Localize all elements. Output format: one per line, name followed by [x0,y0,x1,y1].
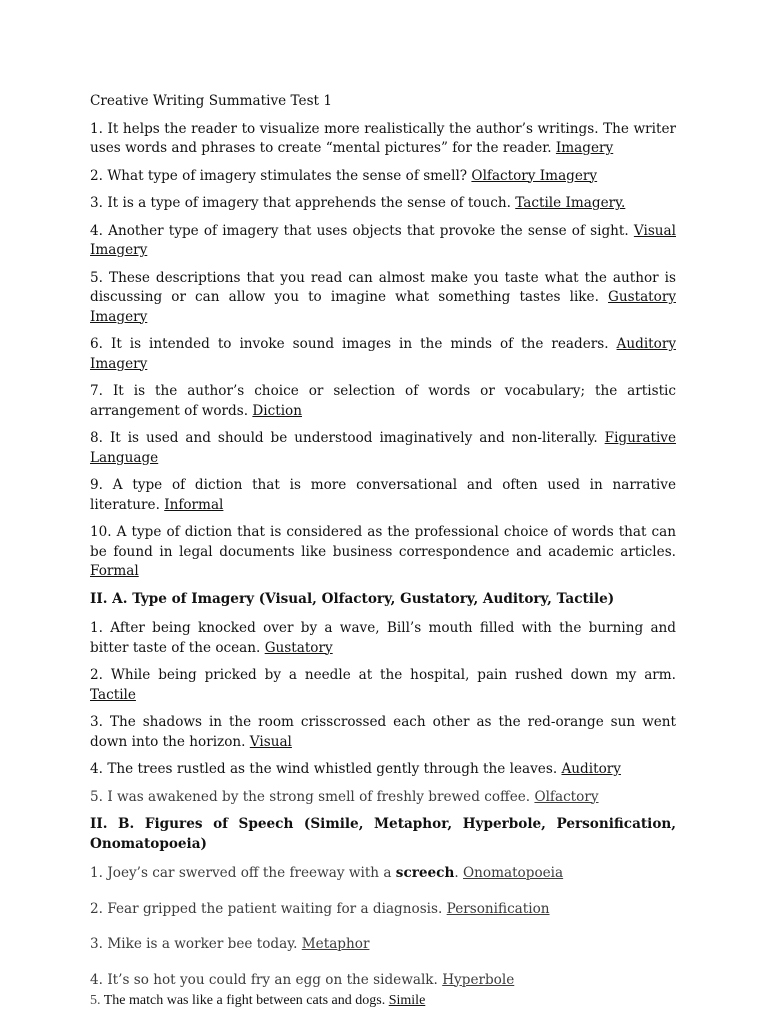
figure-item-5: 5. The match was like a fight between cats and dogs. Simile [90,993,426,1008]
section-heading-figures: II. B. Figures of Speech (Simile, Metaphor, Hyperbole, Personification, Onomatopoeia) [90,816,676,852]
answer: Figurative Language [90,430,677,466]
imagery-item-2: 2. While being pricked by a needle at the hospital, pain rushed down my arm. Tactile [90,667,677,703]
answer: Visual Imagery [90,222,676,258]
document-body [90,92,676,1019]
figure-item-3: 3. Mike is a worker bee today. Metaphor [90,936,370,952]
figure-item-1: 1. Joey’s car swerved off the freeway with a screech. Onomatopoeia [90,865,564,881]
answer: Imagery [555,140,614,156]
answer: Visual [249,733,292,750]
answer: Hyperbole [442,971,515,988]
answer: Gustatory Imagery [90,289,676,325]
question-9: 9. A type of diction that is more conversational and often used in narrative literature. Informal [90,477,676,513]
question-6: 6. It is intended to invoke sound images in the minds of the readers. Auditory Imagery [90,336,676,372]
question-4: 4. Another type of imagery that uses objects that provoke the sense of sight. Visual Imagery [90,222,676,258]
answer: Tactile [90,686,136,703]
question-7: 7. It is the author’s choice or selection of words or vocabulary; the artistic arrangement of words. Diction [90,383,676,419]
question-5: 5. These descriptions that you read can almost make you taste what the author is discussing or can allow you to imagine what something tastes like. Gustatory Imagery [90,269,676,325]
answer: Personification [446,900,550,917]
answer: Auditory Imagery [90,336,676,372]
figure-item-2: 2. Fear gripped the patient waiting for a diagnosis. Personification [90,900,550,917]
document-title: Creative Writing Summative Test 1 [90,93,332,109]
answer: Gustatory [264,639,333,656]
imagery-item-1: 1. After being knocked over by a wave, Bill’s mouth filled with the burning and bitter taste of the ocean. Gustatory [90,620,677,656]
imagery-item-4: 4. The trees rustled as the wind whistled gently through the leaves. Auditory [90,761,621,777]
question-2: 2. What type of imagery stimulates the sense of smell? Olfactory Imagery [90,167,598,184]
figure-item-4: 4. It’s so hot you could fry an egg on the sidewalk. Hyperbole [90,971,515,988]
question-1: 1. It helps the reader to visualize more realistically the author’s writings. The writer uses words and phrases to create “mental pictures” for the reader. Imagery [90,120,676,156]
question-8: 8. It is used and should be understood imaginatively and non-literally. Figurative Language [90,430,677,466]
answer: Tactile Imagery. [515,195,626,211]
answer: Olfactory Imagery [471,167,598,184]
answer: Olfactory [534,788,599,805]
answer: Onomatopoeia [463,865,564,881]
question-3: 3. It is a type of imagery that apprehends the sense of touch. Tactile Imagery. [90,195,626,211]
answer: Formal [90,563,139,579]
answer: Auditory [561,761,621,777]
imagery-item-3: 3. The shadows in the room crisscrossed each other as the red-orange sun went down into the horizon. Visual [90,714,676,750]
imagery-item-5: 5. I was awakened by the strong smell of freshly brewed coffee. Olfactory [90,788,599,805]
answer: Diction [252,402,302,419]
question-10: 10. A type of diction that is considered as the professional choice of words that can be found in legal documents like business correspondence and academic articles. Formal [90,524,677,579]
section-heading-imagery: II. A. Type of Imagery (Visual, Olfactory, Gustatory, Auditory, Tactile) [90,590,615,607]
answer: Informal [164,496,224,513]
answer: Simile [388,993,426,1008]
answer: Metaphor [301,936,370,952]
